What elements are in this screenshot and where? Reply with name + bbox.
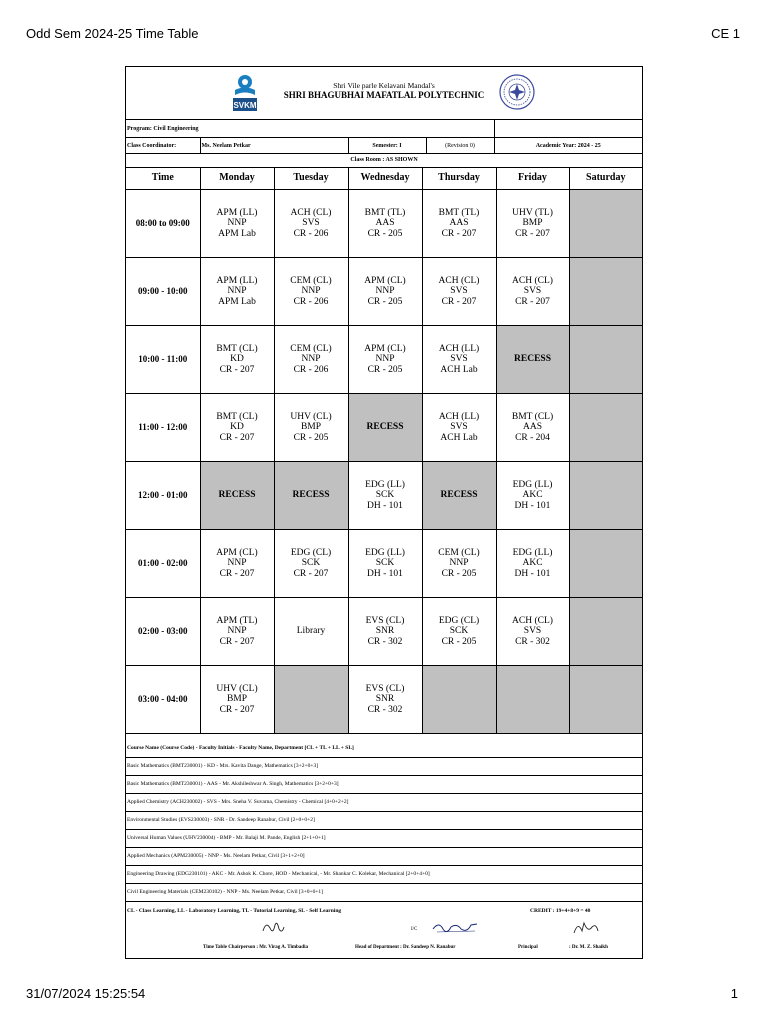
room-name: CR - 207 <box>515 228 550 239</box>
course-item: Basic Mathematics (BMT230001) - AAS - Mr. Akshileshwar A. Singh, Mathematics [3+2+0+3] <box>126 776 642 794</box>
faculty-initials: NNP <box>375 354 395 365</box>
course-code: ACH (LL) <box>438 343 480 354</box>
course-code: CEM (CL) <box>290 343 332 354</box>
course-code: APM (LL) <box>216 207 258 218</box>
room-name: CR - 207 <box>219 636 255 647</box>
course-code: APM (CL) <box>216 547 258 558</box>
class-cell <box>496 394 569 462</box>
course-code: BMT (CL) <box>216 411 258 422</box>
course-list-header: Course Name (Course Code) - Faculty Initials - Faculty Name, Department [CL + TL + LL + SL] <box>126 740 642 758</box>
course-items <box>126 758 642 902</box>
class-cell <box>200 190 274 258</box>
polytechnic-seal-icon <box>498 73 536 111</box>
timetable-row <box>126 190 642 258</box>
column-header: Saturday <box>569 168 642 190</box>
class-cell <box>274 326 348 394</box>
room-name: DH - 101 <box>367 568 403 579</box>
course-list <box>126 740 642 902</box>
room-name: CR - 205 <box>367 296 403 307</box>
timetable-row <box>126 394 642 462</box>
column-header: Thursday <box>422 168 496 190</box>
empty-slot <box>569 394 642 462</box>
empty-slot <box>569 190 642 258</box>
course-code: ACH (CL) <box>512 275 553 286</box>
column-header: Time <box>126 168 200 190</box>
room-name: CR - 207 <box>219 432 255 443</box>
column-header: Monday <box>200 168 274 190</box>
course-code: EVS (CL) <box>365 683 405 694</box>
time-slot: 08:00 to 09:00 <box>126 190 200 258</box>
faculty-initials: AAS <box>449 218 469 229</box>
coordinator-label: Class Coordinator: <box>126 138 200 154</box>
room-name: DH - 101 <box>367 500 403 511</box>
program-blank <box>494 120 642 138</box>
course-code: EDG (CL) <box>290 547 332 558</box>
empty-slot <box>422 666 496 734</box>
class-cell <box>422 258 496 326</box>
faculty-initials: SVS <box>450 422 468 433</box>
time-slot: 09:00 - 10:00 <box>126 258 200 326</box>
print-timestamp: 31/07/2024 15:25:54 <box>26 986 146 1001</box>
course-code: EDG (CL) <box>438 615 480 626</box>
class-cell <box>274 394 348 462</box>
faculty-initials: SNR <box>375 626 395 637</box>
svg-text:SVKM: SVKM <box>233 101 257 110</box>
faculty-initials: AAS <box>522 422 542 433</box>
class-cell <box>274 258 348 326</box>
room-name: APM Lab <box>218 296 256 307</box>
faculty-initials: SCK <box>375 490 395 501</box>
faculty-initials: BMP <box>300 422 322 433</box>
course-code: RECESS <box>366 422 404 433</box>
class-cell <box>200 530 274 598</box>
class-cell <box>422 326 496 394</box>
recess-cell <box>496 326 569 394</box>
class-cell <box>496 258 569 326</box>
institute-name: SHRI BHAGUBHAI MAFATLAL POLYTECHNIC <box>283 90 485 100</box>
class-cell <box>348 258 422 326</box>
course-code: CEM (CL) <box>438 547 480 558</box>
credit-total: CREDIT : 19+4+8+9 = 40 <box>530 908 591 914</box>
room-name: CR - 302 <box>367 704 403 715</box>
faculty-initials: AKC <box>522 490 543 501</box>
course-code: APM (TL) <box>216 615 258 626</box>
classroom-label: Class Room : AS SHOWN <box>126 153 642 168</box>
empty-slot <box>569 258 642 326</box>
empty-slot <box>496 666 569 734</box>
class-cell <box>422 190 496 258</box>
time-slot: 02:00 - 03:00 <box>126 598 200 666</box>
faculty-initials: NNP <box>227 286 247 297</box>
class-cell <box>274 598 348 666</box>
faculty-initials: NNP <box>301 354 321 365</box>
recess-cell <box>200 462 274 530</box>
column-header: Wednesday <box>348 168 422 190</box>
empty-slot <box>569 666 642 734</box>
course-code: RECESS <box>440 490 478 501</box>
faculty-initials: SVS <box>450 354 468 365</box>
class-cell <box>200 326 274 394</box>
timetable-header-row <box>126 168 642 190</box>
principal-title: Principal <box>518 945 538 950</box>
academic-year: Academic Year: 2024 - 25 <box>494 138 642 154</box>
timetable-row <box>126 598 642 666</box>
course-item: Applied Chemistry (ACH230002) - SVS - Mrs. Sneha V. Suvarna, Chemistry - Chemical [4+0+2+2] <box>126 794 642 812</box>
empty-slot <box>569 462 642 530</box>
ic-label: I/C <box>411 927 418 932</box>
recess-cell <box>274 462 348 530</box>
coordinator-row <box>126 137 642 154</box>
course-code: ACH (CL) <box>512 615 553 626</box>
faculty-initials: SNR <box>375 694 395 705</box>
room-name: CR - 206 <box>293 296 329 307</box>
course-code: UHV (CL) <box>216 683 258 694</box>
class-cell <box>496 190 569 258</box>
course-code: RECESS <box>218 490 256 501</box>
course-code: BMT (CL) <box>216 343 258 354</box>
course-code: EVS (CL) <box>365 615 405 626</box>
course-code: BMT (TL) <box>438 207 480 218</box>
room-name: ACH Lab <box>440 364 478 375</box>
timetable-row <box>126 666 642 734</box>
room-name: CR - 207 <box>219 704 255 715</box>
class-cell <box>422 394 496 462</box>
program-label: Program: Civil Engineering <box>126 120 494 138</box>
class-cell <box>422 598 496 666</box>
revision-label: (Revision 0) <box>426 138 494 154</box>
room-name: CR - 205 <box>441 636 477 647</box>
learning-legend: CL - Class Learning, LL - Laboratory Learning, TL - Tutorial Learning, SL - Self Learning <box>127 908 342 914</box>
column-header: Tuesday <box>274 168 348 190</box>
class-cell <box>200 258 274 326</box>
faculty-initials: BMP <box>226 694 248 705</box>
room-name: CR - 205 <box>367 364 403 375</box>
course-code: RECESS <box>292 490 330 501</box>
faculty-initials: SCK <box>449 626 469 637</box>
course-item: Applied Mechanics (APM230005) - NNP - Ms. Neelam Petkar, Civil [3+1+2+0] <box>126 848 642 866</box>
course-code: APM (LL) <box>216 275 258 286</box>
page-number: 1 <box>730 986 738 1001</box>
timetable-row <box>126 530 642 598</box>
course-item: Environmental Studies (EVS230003) - SNR - Dr. Sandeep Ranabur, Civil [2+0+0+2] <box>126 812 642 830</box>
empty-slot <box>569 326 642 394</box>
coordinator-name: Ms. Neelam Petkar <box>200 138 348 154</box>
course-code: APM (CL) <box>364 275 406 286</box>
faculty-initials: BMP <box>522 218 543 229</box>
faculty-initials: KD <box>230 354 244 365</box>
class-cell <box>274 530 348 598</box>
course-code: UHV (TL) <box>512 207 553 218</box>
chairperson-label: Time Table Chairperson : Mr. Virag A. Timbadia <box>203 945 308 950</box>
class-cell <box>496 530 569 598</box>
recess-cell <box>348 394 422 462</box>
institute-header <box>126 67 642 120</box>
room-name: CR - 206 <box>293 364 329 375</box>
class-cell <box>348 462 422 530</box>
class-cell <box>200 666 274 734</box>
course-code: APM (CL) <box>364 343 406 354</box>
faculty-initials: NNP <box>375 286 395 297</box>
faculty-initials: SCK <box>375 558 395 569</box>
page-header-code: CE 1 <box>711 26 740 41</box>
class-cell <box>348 190 422 258</box>
course-code: EDG (LL) <box>512 479 553 490</box>
class-cell <box>274 190 348 258</box>
course-code: ACH (CL) <box>438 275 480 286</box>
room-name: CR - 207 <box>515 296 550 307</box>
course-code: CEM (CL) <box>290 275 332 286</box>
time-slot: 03:00 - 04:00 <box>126 666 200 734</box>
course-code: EDG (LL) <box>365 479 405 490</box>
time-slot: 12:00 - 01:00 <box>126 462 200 530</box>
course-code: EDG (LL) <box>512 547 553 558</box>
institute-subtitle: Shri Vile parle Kelavani Mandal's <box>333 81 435 90</box>
class-cell <box>200 598 274 666</box>
class-cell <box>348 326 422 394</box>
room-name: DH - 101 <box>514 568 551 579</box>
program-row <box>126 119 642 138</box>
class-cell <box>422 530 496 598</box>
course-item: Universal Human Values (UHV230004) - BMP - Mr. Balaji M. Pande, English [2+1+0+1] <box>126 830 642 848</box>
hod-signature <box>431 919 479 937</box>
faculty-initials: SVS <box>523 286 542 297</box>
room-name: CR - 205 <box>441 568 477 579</box>
faculty-initials: NNP <box>449 558 469 569</box>
principal-name: : Dr. M. Z. Shaikh <box>569 945 608 950</box>
course-code: BMT (TL) <box>364 207 406 218</box>
page-header-title: Odd Sem 2024-25 Time Table <box>26 26 199 41</box>
chairperson-signature <box>260 919 286 937</box>
room-name: DH - 101 <box>514 500 551 511</box>
time-slot: 10:00 - 11:00 <box>126 326 200 394</box>
course-code: RECESS <box>514 354 551 365</box>
faculty-initials: SVS <box>450 286 468 297</box>
room-name: CR - 205 <box>293 432 329 443</box>
room-name: CR - 302 <box>367 636 403 647</box>
faculty-initials: NNP <box>301 286 321 297</box>
empty-slot <box>274 666 348 734</box>
room-name: APM Lab <box>218 228 256 239</box>
room-name: CR - 207 <box>441 228 477 239</box>
course-item: Basic Mathematics (BMT230001) - KD - Mrs. Kavita Dange, Mathematics [3+2+0+3] <box>126 758 642 776</box>
course-code: ACH (CL) <box>290 207 332 218</box>
room-name: ACH Lab <box>440 432 478 443</box>
time-slot: 01:00 - 02:00 <box>126 530 200 598</box>
course-code: BMT (CL) <box>511 411 554 422</box>
timetable-row <box>126 326 642 394</box>
faculty-initials: AKC <box>522 558 543 569</box>
empty-slot <box>569 598 642 666</box>
room-name: CR - 204 <box>515 432 550 443</box>
timetable-body <box>126 190 642 734</box>
faculty-initials: NNP <box>227 218 247 229</box>
class-cell <box>348 530 422 598</box>
faculty-initials: SCK <box>301 558 321 569</box>
timetable-row <box>126 462 642 530</box>
class-cell <box>348 598 422 666</box>
room-name: CR - 207 <box>219 568 255 579</box>
faculty-initials: NNP <box>227 626 247 637</box>
room-name: CR - 206 <box>293 228 329 239</box>
course-code: UHV (CL) <box>290 411 332 422</box>
course-code: EDG (LL) <box>365 547 405 558</box>
column-header: Friday <box>496 168 569 190</box>
room-name: CR - 302 <box>515 636 550 647</box>
course-item: Civil Engineering Materials (CEM230102) - NNP - Ms. Neelam Petkar, Civil [3+0+0+1] <box>126 884 642 902</box>
faculty-initials: SVS <box>523 626 542 637</box>
hod-label: Head of Department : Dr. Sandeep N. Ranabur <box>355 945 456 950</box>
empty-slot <box>569 530 642 598</box>
faculty-initials: AAS <box>375 218 395 229</box>
course-item: Engineering Drawing (EDG230101) - AKC - Mr. Ashok K. Chore, HOD - Mechanical, - Mr. Shankar C. Kolekar, Mechanical [2+0+4+0] <box>126 866 642 884</box>
timetable-sheet <box>125 66 643 959</box>
recess-cell <box>422 462 496 530</box>
room-name: CR - 207 <box>441 296 477 307</box>
room-name: CR - 207 <box>219 364 255 375</box>
class-cell <box>496 462 569 530</box>
room-name: CR - 207 <box>293 568 329 579</box>
principal-signature <box>570 919 600 937</box>
semester-label: Semester: I <box>348 138 426 154</box>
course-code: Library <box>296 626 326 637</box>
faculty-initials: NNP <box>227 558 247 569</box>
room-name: CR - 205 <box>367 228 403 239</box>
faculty-initials: KD <box>230 422 244 433</box>
timetable-grid <box>126 167 642 734</box>
class-cell <box>348 666 422 734</box>
faculty-initials: SVS <box>302 218 320 229</box>
class-cell <box>200 394 274 462</box>
course-code: ACH (LL) <box>438 411 480 422</box>
timetable-row <box>126 258 642 326</box>
class-cell <box>496 598 569 666</box>
time-slot: 11:00 - 12:00 <box>126 394 200 462</box>
